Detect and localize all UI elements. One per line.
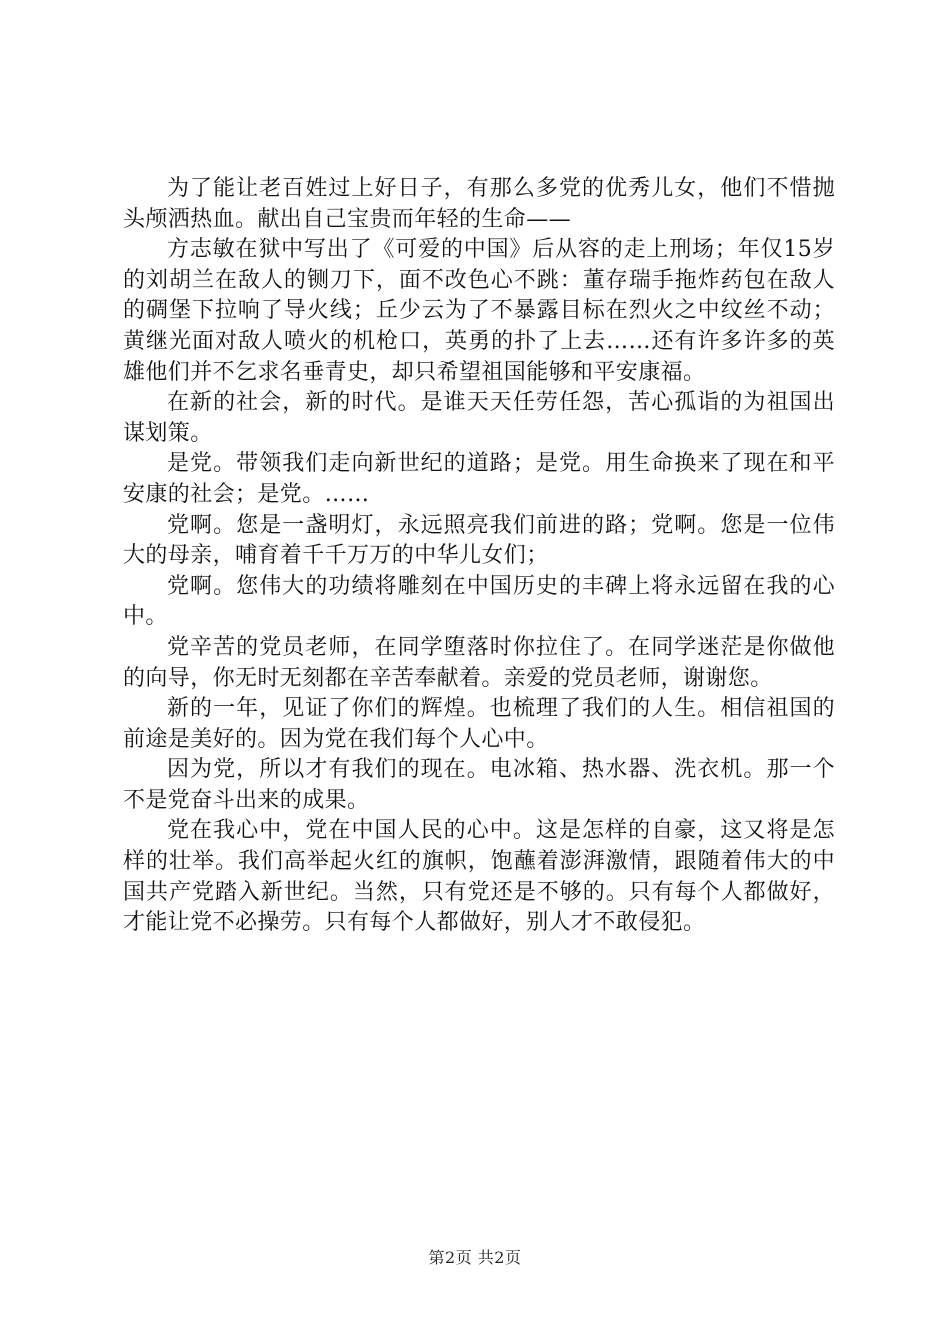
paragraph: 方志敏在狱中写出了《可爱的中国》后从容的走上刑场；年仅15岁的刘胡兰在敌人的铡刀下，面不改色心不跳：董存瑞手拖炸药包在敌人的碉堡下拉响了导火线；丘少云为了不暴露目标在烈火之中纹丝不动；黄继光面对敌人喷火的机枪口，英勇的扑了上去……还有许多许多的英雄他们并不乞求名垂青史，却只希望祖国能够和平安康福。 [123,237,835,385]
paragraph: 因为党，所以才有我们的现在。电冰箱、热水器、洗衣机。那一个不是党奋斗出来的成果。 [123,757,835,813]
paragraph: 新的一年，见证了你们的辉煌。也梳理了我们的人生。相信祖国的前途是美好的。因为党在我们每个人心中。 [123,696,835,752]
paragraph: 是党。带领我们走向新世纪的道路；是党。用生命换来了现在和平安康的社会；是党。…… [123,451,835,507]
paragraph: 在新的社会，新的时代。是谁天天任劳任怨，苦心孤诣的为祖国出谋划策。 [123,390,835,446]
page-number-footer: 第2页 共2页 [428,1248,522,1267]
paragraph: 党啊。您是一盏明灯，永远照亮我们前进的路；党啊。您是一位伟大的母亲，哺育着千千万万的中华儿女们； [123,512,835,569]
paragraph: 为了能让老百姓过上好日子，有那么多党的优秀儿女，他们不惜抛头颅洒热血。献出自己宝贵而年轻的生命—— [123,176,835,232]
paragraph: 党辛苦的党员老师，在同学堕落时你拉住了。在同学迷茫是你做他的向导，你无时无刻都在辛苦奉献着。亲爱的党员老师，谢谢您。 [123,634,835,691]
paragraph: 党在我心中，党在中国人民的心中。这是怎样的自豪，这又将是怎样的壮举。我们高举起火红的旗帜，饱蘸着澎湃激情，跟随着伟大的中国共产党踏入新世纪。当然，只有党还是不够的。只有每个人都做好，才能让党不必操劳。只有每个人都做好，别人才不敢侵犯。 [123,818,835,936]
document-body [123,174,835,939]
paragraph: 党啊。您伟大的功绩将雕刻在中国历史的丰碑上将永远留在我的心中。 [123,573,835,630]
